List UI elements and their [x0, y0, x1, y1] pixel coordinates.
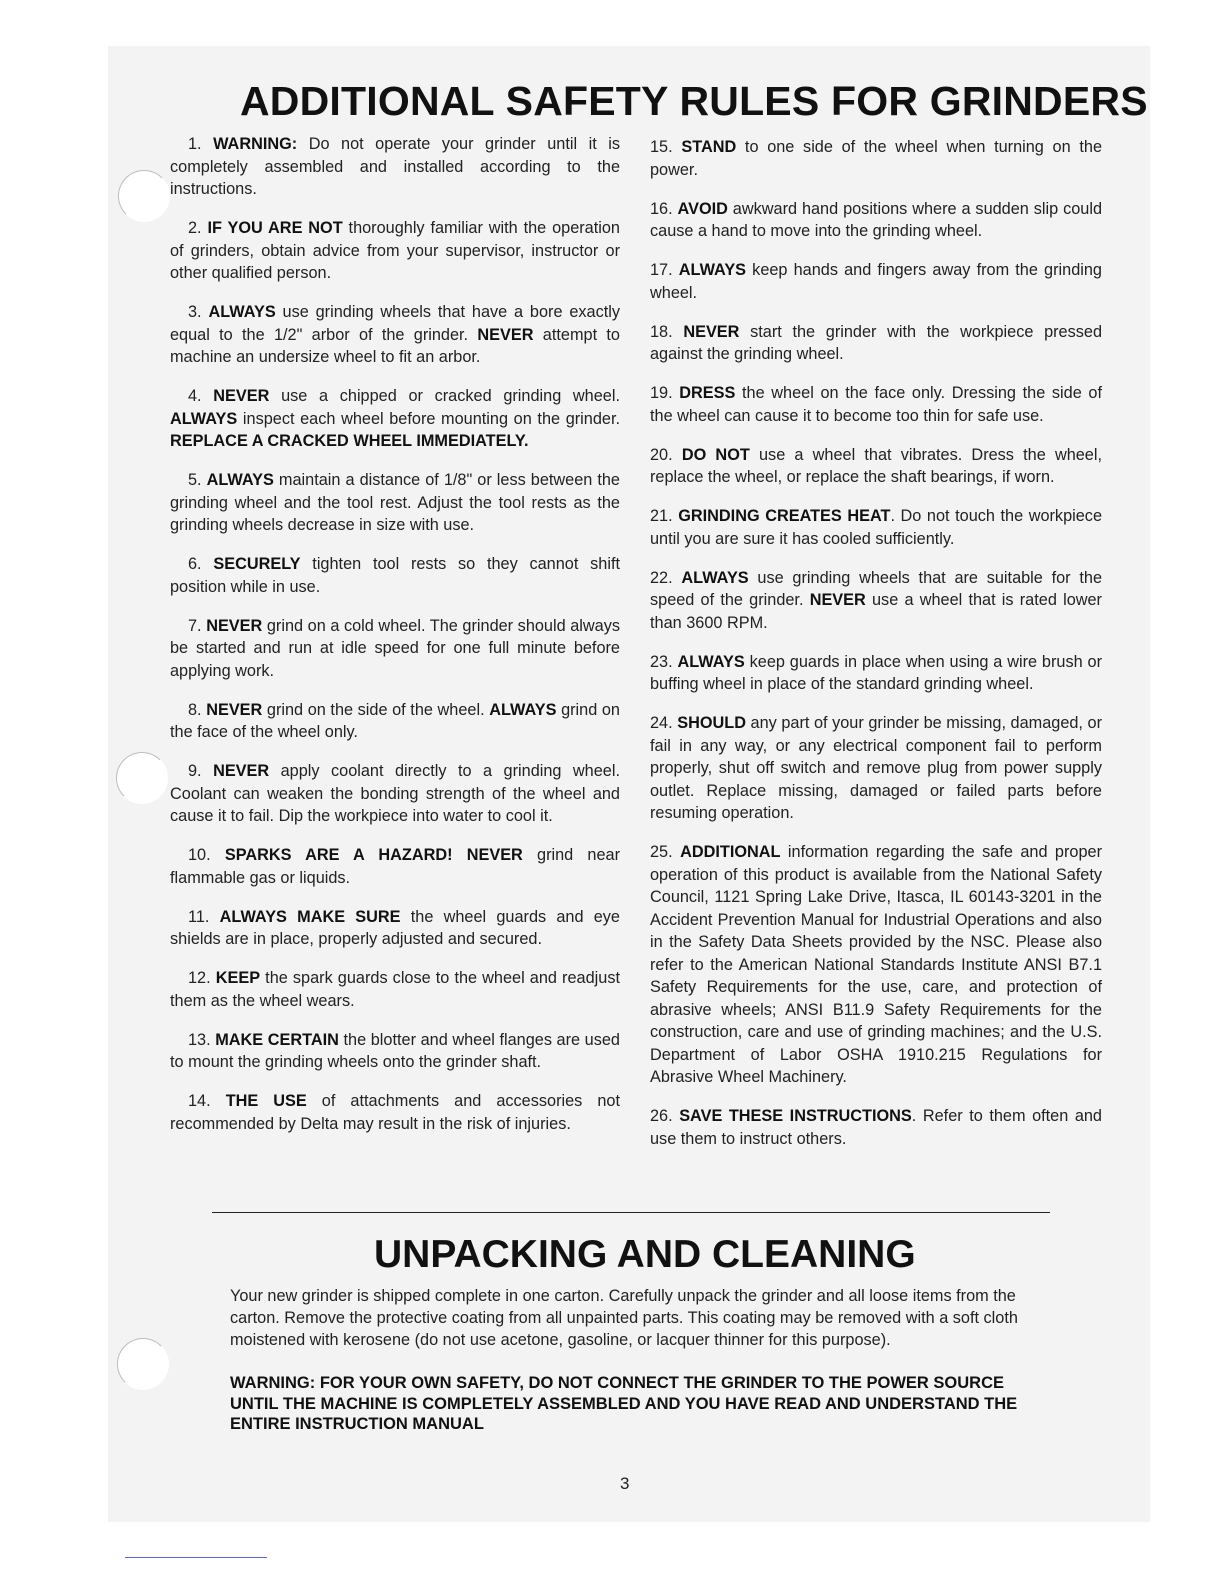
safety-rule — [170, 301, 620, 369]
safety-rule — [170, 906, 620, 951]
rule-text: the spark guards close to the wheel and readjust them as the wheel wears. — [170, 969, 620, 1010]
rule-text: . Refer to them often and use them to instruct others. — [650, 1107, 1102, 1148]
rule-text: maintain a distance of 1/8" or less between the grinding wheel and the tool rest. Adjust the tool rests as the grinding wheels decrease in size with use. — [170, 471, 620, 534]
section-title: UNPACKING AND CLEANING — [374, 1233, 916, 1276]
rule-keyword: NEVER — [477, 325, 534, 344]
rule-keyword: SAVE THESE INSTRUCTIONS — [679, 1107, 912, 1125]
rule-text: use grinding wheels that have a bore exactly equal to the 1/2" arbor of the grinder. — [170, 303, 620, 344]
rule-keyword: ALWAYS — [208, 303, 276, 321]
rule-text: use grinding wheels that are suitable for the speed of the grinder. — [650, 568, 1102, 609]
rule-number: 3. — [188, 303, 202, 321]
binder-hole-bottom — [117, 1338, 169, 1390]
rule-keyword: ALWAYS — [681, 568, 749, 587]
rule-number: 26. — [650, 1107, 673, 1125]
rule-number: 25. — [650, 843, 673, 861]
safety-rule — [650, 198, 1102, 243]
rule-keyword: WARNING: — [213, 135, 298, 153]
safety-rule — [170, 844, 620, 889]
rule-text: start the grinder with the workpiece pressed against the grinding wheel. — [650, 322, 1102, 363]
rule-keyword: THE USE — [225, 1092, 307, 1110]
rule-number: 18. — [650, 322, 673, 341]
rule-number: 20. — [650, 445, 673, 464]
rule-number: 15. — [650, 138, 673, 156]
rule-text: tighten tool rests so they cannot shift position while in use. — [170, 555, 620, 596]
binder-hole-middle — [116, 752, 168, 804]
rule-number: 17. — [650, 261, 673, 279]
section-divider — [212, 1212, 1050, 1213]
safety-rule — [170, 1090, 620, 1135]
rule-text: keep guards in place when using a wire brush or buffing wheel in place of the standard grinding wheel. — [650, 652, 1102, 693]
rule-text: attempt to machine an undersize wheel to fit an arbor. — [170, 325, 620, 366]
rule-text: the blotter and wheel flanges are used to mount the grinding wheels onto the grinder shaft. — [170, 1030, 620, 1071]
rule-number: 12. — [188, 969, 211, 987]
rule-number: 22. — [650, 568, 673, 587]
safety-rule — [170, 615, 620, 683]
rule-keyword: IF YOU ARE NOT — [207, 219, 343, 237]
rule-text: grind on a cold wheel. The grinder should always be started and run at idle speed for one full minute before applying work. — [170, 616, 620, 680]
rule-keyword: SHOULD — [677, 714, 746, 732]
rule-text: grind on the side of the wheel. — [262, 700, 490, 719]
unpacking-paragraph: Your new grinder is shipped complete in one carton. Carefully unpack the grinder and all loose items from the carton. Remove the protective coating from all unpainted parts. This coating may be removed with a soft cloth moistened with kerosene (do not use acetone, gasoline, or lacquer thinner for this purpose). — [230, 1287, 1018, 1349]
rule-text: awkward hand positions where a sudden slip could cause a hand to move into the grinding wheel. — [650, 199, 1102, 240]
rule-number: 19. — [650, 384, 673, 402]
safety-rule — [170, 967, 620, 1012]
rule-keyword: KEEP — [215, 969, 261, 987]
rule-text: apply coolant directly to a grinding wheel. Coolant can weaken the bonding strength of the wheel and cause it to fail. Dip the workpiece into water to cool it. — [170, 762, 620, 825]
rule-keyword: MAKE CERTAIN — [215, 1030, 339, 1049]
rule-keyword: AVOID — [677, 199, 728, 218]
safety-rule — [650, 505, 1102, 550]
rule-text: use a chipped or cracked grinding wheel. — [269, 387, 620, 405]
underline-mark — [125, 1557, 267, 1558]
safety-rule — [650, 136, 1102, 181]
rule-number: 9. — [188, 762, 202, 780]
rule-text: Do not operate your grinder until it is completely assembled and installed according to the instructions. — [170, 135, 620, 198]
rule-number: 8. — [188, 700, 202, 719]
rule-keyword: ALWAYS — [170, 409, 238, 428]
rule-keyword: ADDITIONAL — [680, 843, 781, 861]
rule-keyword: NEVER — [213, 387, 270, 405]
rule-text: any part of your grinder be missing, damaged, or fail in any way, or any electrical component fail to perform properly, shut off switch and remove plug from power supply outlet. Replace missing, damaged or failed parts before resuming operation. — [650, 714, 1102, 822]
safety-rule — [650, 651, 1102, 696]
rule-keyword: ALWAYS — [206, 471, 274, 489]
rule-keyword: NEVER — [809, 591, 866, 609]
rule-keyword: ALWAYS MAKE SURE — [219, 907, 401, 926]
safety-rule — [170, 1029, 620, 1074]
rule-text: grind near flammable gas or liquids. — [170, 846, 620, 887]
rule-number: 10. — [188, 846, 211, 864]
rule-text: to one side of the wheel when turning on the power. — [650, 138, 1102, 179]
rule-keyword: NEVER — [683, 322, 740, 341]
rule-number: 16. — [650, 199, 673, 218]
rule-text: . Do not touch the workpiece until you are sure it has cooled sufficiently. — [650, 507, 1102, 548]
rule-keyword: ALWAYS — [678, 261, 747, 279]
rule-number: 6. — [188, 555, 202, 573]
safety-rule — [170, 133, 620, 201]
safety-rule — [650, 841, 1102, 1089]
rule-keyword: ALWAYS — [489, 700, 557, 719]
rule-number: 5. — [188, 471, 202, 489]
rule-text: information regarding the safe and proper operation of this product is available from the National Safety Council, 1121 Spring Lake Drive, Itasca, IL 60143-3201 in the Accident Prevention Manual for Industrial Operations and also in the Safety Data Sheets provided by the NSC. Please also refer to the American National Standards Institute ANSI B7.1 Safety Requirements for the use, care, and protection of abrasive wheels; ANSI B11.9 Safety Requirements for the construction, care and use of grinding machines; and the U.S. Department of Labor OSHA 1910.215 Regulations for Abrasive Wheel Machinery. — [650, 843, 1102, 1086]
safety-rule — [650, 259, 1102, 304]
rule-keyword: DRESS — [679, 384, 736, 402]
power-warning: WARNING: FOR YOUR OWN SAFETY, DO NOT CONNECT THE GRINDER TO THE POWER SOURCE UNTIL THE MACHINE IS COMPLETELY ASSEMBLED AND YOU HAVE READ AND UNDERSTAND THE ENTIRE INSTRUCTION MANUAL — [230, 1374, 1018, 1433]
safety-rule — [170, 217, 620, 285]
rule-keyword: ALWAYS — [677, 652, 745, 671]
rule-number: 23. — [650, 652, 673, 671]
rule-keyword: STAND — [681, 138, 737, 156]
page-title: ADDITIONAL SAFETY RULES FOR GRINDERS — [240, 78, 1148, 124]
rule-text: inspect each wheel before mounting on the grinder. — [237, 409, 620, 428]
right-rules-column — [650, 136, 1102, 1167]
rule-number: 21. — [650, 507, 673, 525]
rule-number: 7. — [188, 616, 202, 635]
rule-text: use a wheel that vibrates. Dress the wheel, replace the wheel, or replace the shaft bearings, if worn. — [650, 445, 1103, 486]
rule-text: grind on the face of the wheel only. — [170, 700, 620, 741]
rule-number: 1. — [188, 135, 202, 153]
rule-number: 24. — [650, 714, 673, 732]
rule-text: the wheel guards and eye shields are in place, properly adjusted and secured. — [170, 907, 620, 948]
rule-keyword: GRINDING CREATES HEAT — [678, 507, 891, 525]
rule-keyword: SPARKS ARE A HAZARD! NEVER — [224, 846, 523, 864]
safety-rule — [650, 382, 1102, 427]
rule-text: thoroughly familiar with the operation of grinders, obtain advice from your supervisor, instructor or other qualified person. — [170, 219, 620, 282]
safety-rule — [650, 1105, 1102, 1150]
safety-rule — [170, 553, 620, 598]
page-number: 3 — [620, 1474, 630, 1493]
rule-keyword: NEVER — [206, 700, 263, 719]
rule-keyword: REPLACE A CRACKED WHEEL IMMEDIATELY. — [170, 432, 529, 450]
rule-keyword: NEVER — [213, 762, 270, 780]
rule-keyword: NEVER — [206, 616, 263, 635]
rule-text: the wheel on the face only. Dressing the side of the wheel can cause it to become too thin for safe use. — [650, 384, 1102, 425]
rule-number: 13. — [188, 1030, 211, 1049]
rule-number: 11. — [188, 907, 210, 926]
rule-keyword: DO NOT — [681, 445, 750, 464]
safety-rule — [650, 567, 1102, 635]
binder-hole-top — [118, 170, 170, 222]
safety-rule — [170, 385, 620, 453]
safety-rule — [650, 444, 1102, 489]
rule-text: keep hands and fingers away from the grinding wheel. — [650, 261, 1102, 302]
rule-text: use a wheel that is rated lower than 3600 RPM. — [650, 591, 1102, 632]
safety-rule — [170, 760, 620, 828]
safety-rule — [650, 712, 1102, 825]
rule-number: 14. — [188, 1092, 211, 1110]
rule-text: of attachments and accessories not recommended by Delta may result in the risk of injuries. — [170, 1092, 620, 1133]
safety-rule — [170, 699, 620, 744]
rule-number: 2. — [188, 219, 202, 237]
rule-number: 4. — [188, 387, 202, 405]
safety-rule — [170, 469, 620, 537]
rule-keyword: SECURELY — [213, 555, 301, 573]
safety-rule — [650, 321, 1102, 366]
left-rules-column — [170, 133, 620, 1152]
